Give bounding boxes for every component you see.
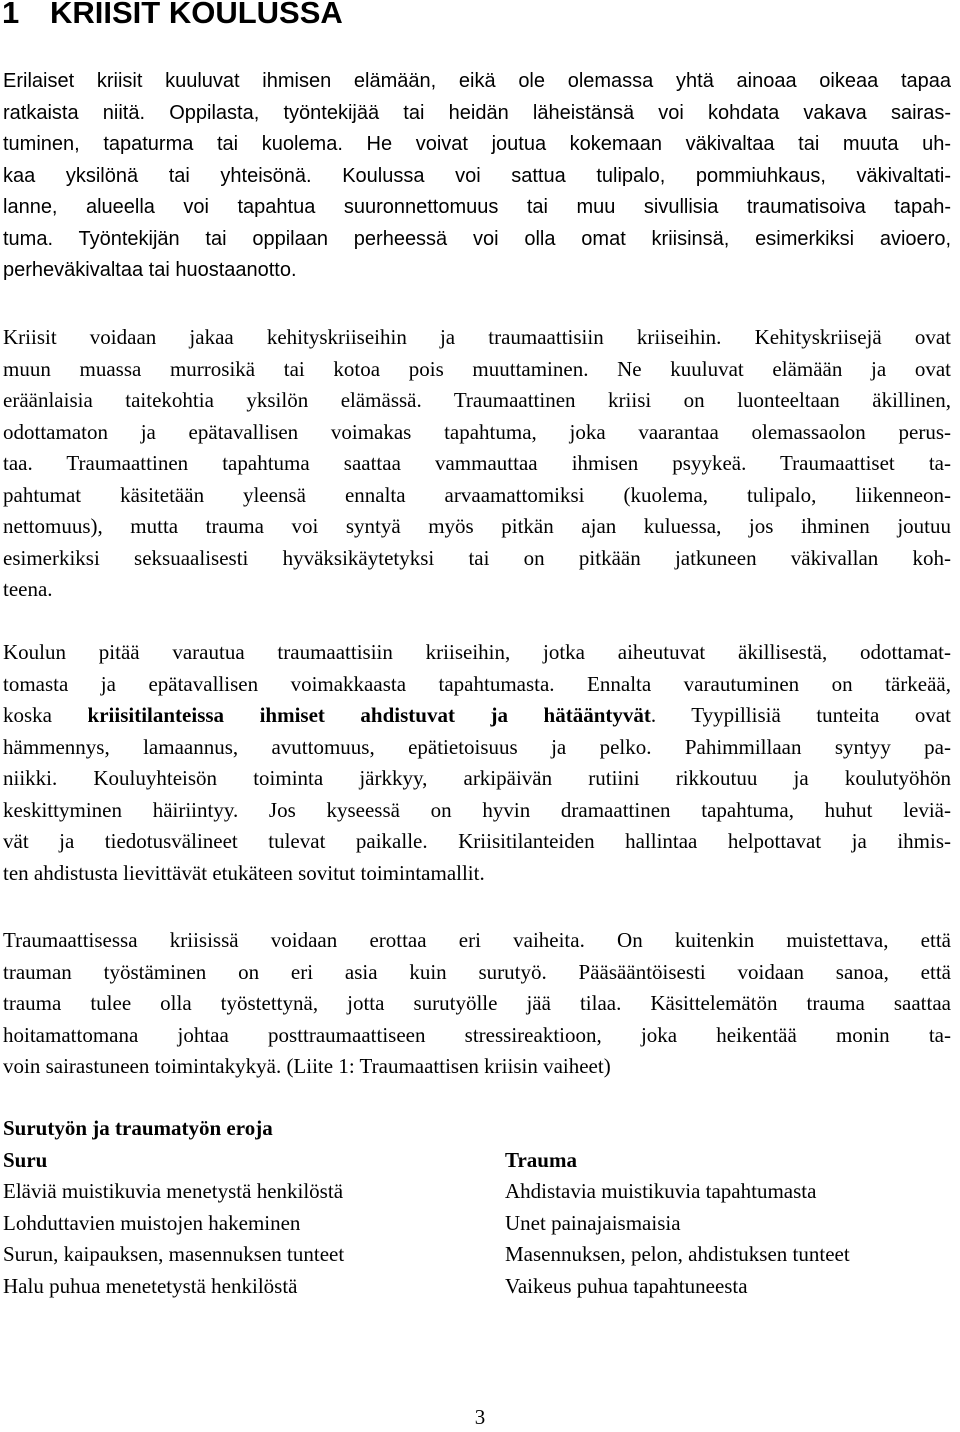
text-line: teena. [3,577,53,601]
section-heading [2,0,343,35]
text-line: trauman työstäminen on eri asia kuin surutyö. Pääsääntöisesti voidaan sanoa, että [3,959,951,984]
grief-item: Surun, kaipauksen, masennuksen tunteet [3,1242,345,1266]
text-fragment: koska [3,703,88,727]
bold-emphasis: kriisitilanteissa ihmiset ahdistuvat ja hätääntyvät [87,703,651,727]
text-line: tuminen, tapaturma tai kuolema. He voivat joutua kokemaan väkivaltaa tai muuta uh- [3,133,951,155]
column-header-trauma: Trauma [505,1147,577,1172]
text-line: eräänlaisia taitekohtia yksilön elämässä. Traumaattinen kriisi on luonteeltaan äkillinen, [3,388,951,412]
trauma-item: Masennuksen, pelon, ahdistuksen tunteet [505,1242,850,1266]
text-line: hämmennys, lamaannus, avuttomuus, epätietoisuus ja pelko. Pahimmillaan syntyy pa- [3,734,951,759]
comparison-header-row [3,1145,958,1177]
column-header-grief: Suru [3,1147,48,1172]
comparison-row [3,1176,958,1208]
text-line: esimerkiksi seksuaalisesti hyväksikäytetyksi tai on pitkään jatkuneen väkivallan koh- [3,545,951,570]
text-line: Koulun pitää varautua traumaattisiin kriiseihin, jotka aiheutuvat äkillisestä, odottamat- [3,640,951,664]
text-fragment: . Tyypillisiä tunteita ovat [650,703,951,727]
paragraph-intro [3,66,951,287]
grief-item: Lohduttavien muistojen hakeminen [3,1210,301,1235]
text-line: Kriisit voidaan jakaa kehityskriiseihin ja traumaattisiin kriiseihin. Kehityskriisejä ovat [3,325,951,349]
paragraph-crisis-types [3,322,951,606]
paragraph-trauma-phases [3,925,951,1083]
comparison-row [3,1271,958,1303]
comparison-title-text: Surutyön ja traumatyön eroja [3,1116,273,1140]
comparison-row [3,1208,958,1240]
text-line: Traumaattisessa kriisissä voidaan erottaa eri vaiheita. On kuitenkin muistettava, että [3,928,951,952]
grief-item: Halu puhua menetetystä henkilöstä [3,1273,298,1298]
text-line: niikki. Kouluyhteisön toiminta järkkyy, arkipäivän rutiini rikkoutuu ja koulutyöhön [3,766,951,790]
comparison-row [3,1239,958,1271]
trauma-item: Unet painajaismaisia [505,1210,681,1235]
trauma-item: Ahdistavia muistikuvia tapahtumasta [505,1179,817,1203]
text-line: ten ahdistusta lievittävät etukäteen sovitut toimintamallit. [3,860,485,885]
paragraph-school-preparedness [3,637,951,889]
text-line: voin sairastuneen toimintakykyä. (Liite 1: Traumaattisen kriisin vaiheet) [3,1054,611,1078]
text-line: tuma. Työntekijän tai oppilaan perheessä voi olla omat kriisinsä, esimerkiksi avioero, [3,227,951,250]
grief-trauma-comparison [3,1113,958,1302]
section-title: KRIISIT KOULUSSA [50,0,343,30]
comparison-title [3,1113,958,1145]
text-line [3,700,951,732]
text-line: pahtumat käsitetään yleensä ennalta arvaamattomiksi (kuolema, tulipalo, liikenneon- [3,482,951,507]
trauma-item: Vaikeus puhua tapahtuneesta [505,1273,748,1298]
text-line: trauma tulee olla työstettynä, jotta surutyölle jää tilaa. Käsittelemätön trauma saattaa [3,991,951,1015]
text-line: ratkaista niitä. Oppilasta, työntekijää tai heidän läheistänsä voi kohdata vakava sairas- [3,101,951,124]
section-number: 1 [2,0,20,30]
text-line: taa. Traumaattinen tapahtuma saattaa vammauttaa ihmisen psyykeä. Traumaattiset ta- [3,451,951,475]
text-line: odottamaton ja epätavallisen voimakas tapahtuma, joka vaarantaa olemassaolon perus- [3,419,951,444]
grief-item: Eläviä muistikuvia menetystä henkilöstä [3,1179,344,1203]
text-line: hoitamattomana johtaa posttraumaattiseen stressireaktioon, joka heikentää monin ta- [3,1022,951,1047]
text-line: lanne, alueella voi tapahtua suuronnettomuus tai muu sivullisia traumatisoiva tapah- [3,196,951,218]
text-line: vät ja tiedotusvälineet tulevat paikalle. Kriisitilanteiden hallintaa helpottavat ja ihmis- [3,829,951,853]
text-line: tomasta ja epätavallisen voimakkaasta tapahtumasta. Ennalta varautuminen on tärkeää, [3,671,951,696]
text-line: kaa yksilönä tai yhteisönä. Koulussa voi sattua tulipalo, pommiuhkaus, väkivaltati- [3,164,951,187]
text-line: perheväkivaltaa tai huostaanotto. [3,259,297,281]
text-line: nettomuus), mutta trauma voi syntyä myös pitkän ajan kuluessa, jos ihminen joutuu [3,514,951,538]
text-line: keskittyminen häiriintyy. Jos kyseessä on hyvin dramaattinen tapahtuma, huhut leviä- [3,797,951,822]
page-number: 3 [474,1405,486,1429]
text-line: Erilaiset kriisit kuuluvat ihmisen elämään, eikä ole olemassa yhtä ainoaa oikeaa tapaa [3,70,951,92]
text-line: muun muassa murrosikä tai kotoa pois muuttaminen. Ne kuuluvat elämään ja ovat [3,356,951,381]
